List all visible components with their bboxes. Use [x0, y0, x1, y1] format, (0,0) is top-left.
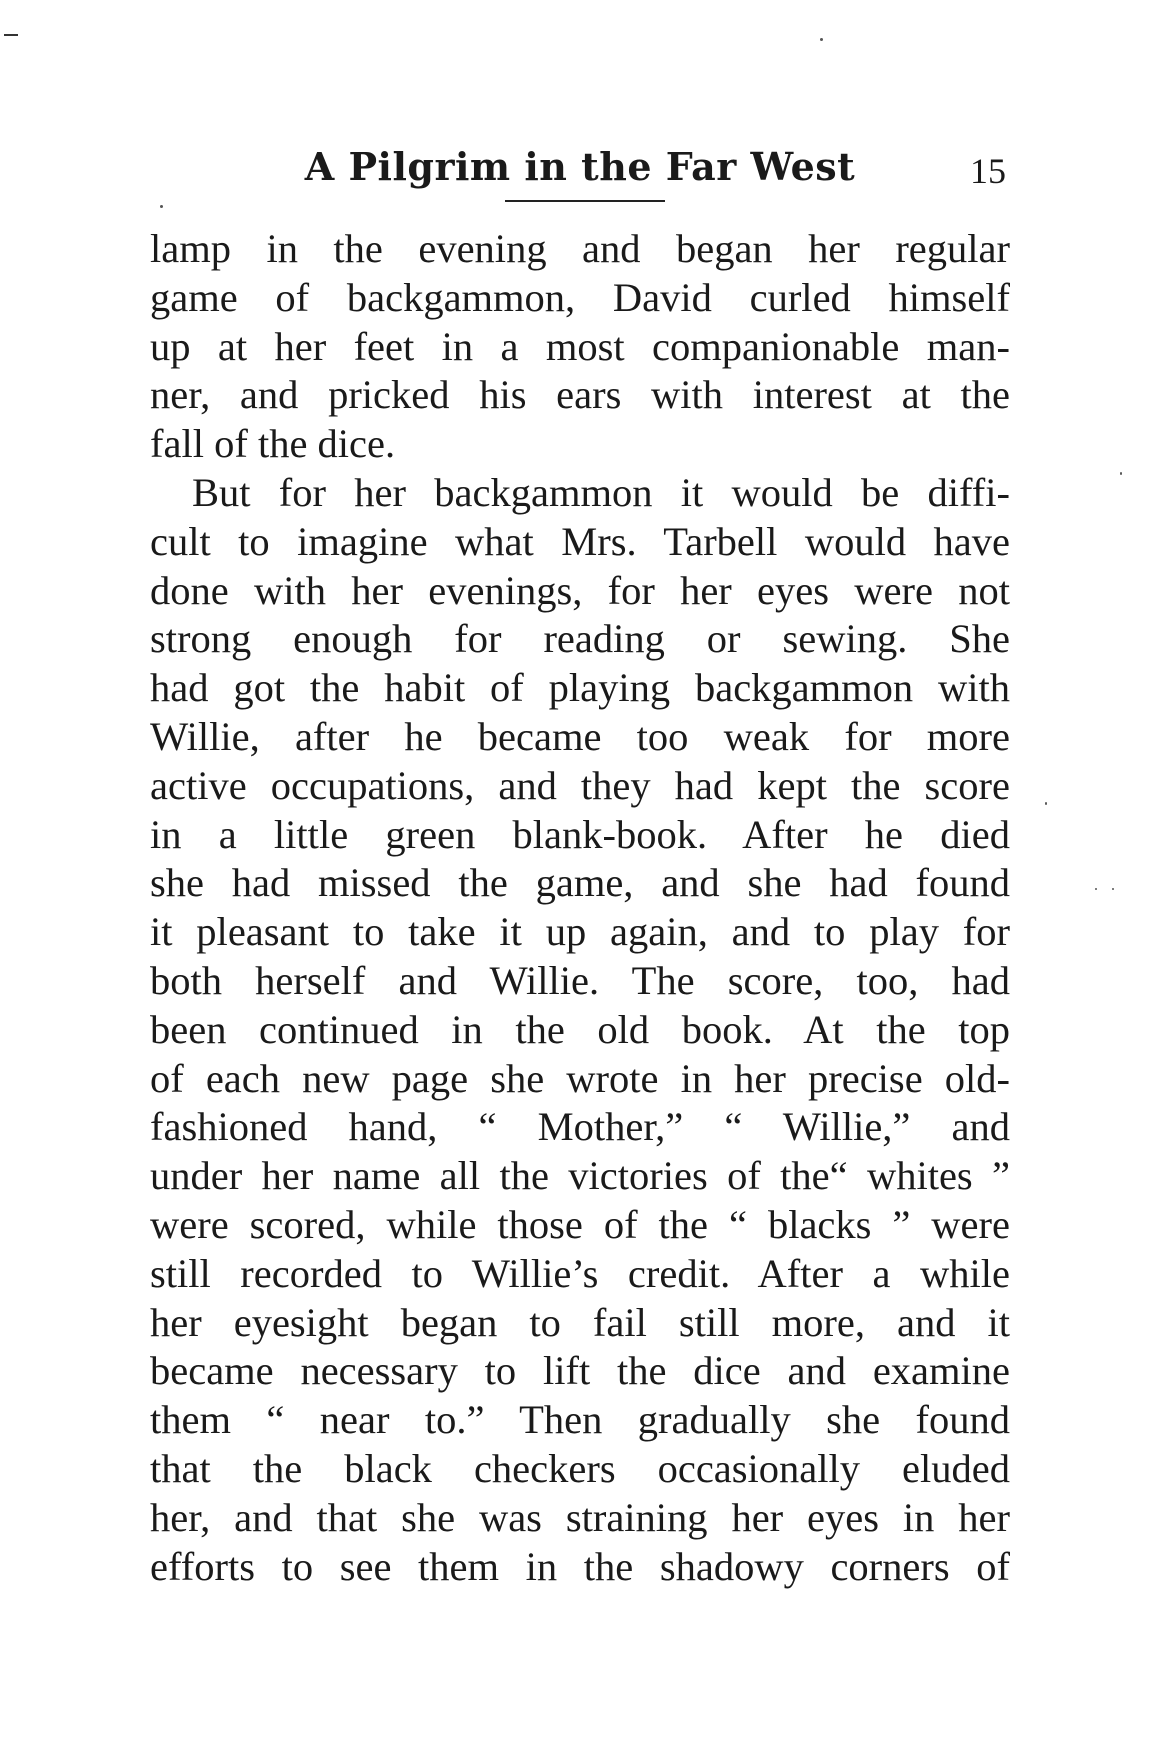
text-line: in a little green blank-book. After he died: [150, 811, 1010, 857]
text-line: had got the habit of playing backgammon with: [150, 665, 1010, 711]
page-header: [150, 142, 1010, 202]
text-line: that the black checkers occasionally eluded: [150, 1445, 1010, 1491]
text-line: But for her backgammon it would be diffi-: [192, 469, 1010, 515]
paper-speck: [4, 34, 18, 36]
paper-speck: [1045, 802, 1047, 805]
text-line: been continued in the old book. At the top: [150, 1006, 1010, 1052]
text-line: fall of the dice.: [150, 421, 396, 467]
text-line: game of backgammon, David curled himself: [150, 274, 1010, 320]
text-line: her, and that she was straining her eyes in her: [150, 1494, 1010, 1540]
paper-speck: [1095, 888, 1097, 890]
paper-speck: [820, 38, 823, 41]
header-rule: [505, 200, 665, 202]
text-line: she had missed the game, and she had found: [150, 860, 1010, 906]
text-line: cult to imagine what Mrs. Tarbell would have: [150, 518, 1010, 564]
paper-speck: [160, 205, 163, 208]
text-line: active occupations, and they had kept the score: [150, 762, 1010, 808]
body-text: [150, 225, 1010, 1591]
text-line: her eyesight began to fail still more, and it: [150, 1299, 1010, 1345]
page-number: 15: [970, 151, 1006, 191]
text-line: them “ near to.” Then gradually she found: [150, 1397, 1010, 1443]
text-line: lamp in the evening and began her regular: [150, 226, 1010, 271]
text-line: Willie, after he became too weak for more: [150, 713, 1010, 759]
text-line: efforts to see them in the shadowy corners of: [150, 1543, 1010, 1589]
text-line: up at her feet in a most companionable man-: [150, 323, 1010, 369]
text-line: under her name all the victories of the“ whites ”: [150, 1153, 1010, 1199]
text-line: done with her evenings, for her eyes were not: [150, 567, 1010, 613]
text-line: fashioned hand, “ Mother,” “ Willie,” and: [150, 1104, 1010, 1150]
text-line: ner, and pricked his ears with interest at the: [150, 372, 1010, 418]
paper-speck: [1112, 888, 1114, 890]
text-line: still recorded to Willie’s credit. After a while: [150, 1250, 1010, 1296]
paper-speck: [1120, 472, 1122, 475]
text-line: it pleasant to take it up again, and to play for: [150, 909, 1010, 955]
text-line: both herself and Willie. The score, too, had: [150, 957, 1010, 1003]
running-title: A Pilgrim in the Far West: [304, 144, 856, 189]
text-line: of each new page she wrote in her precise old-: [150, 1055, 1010, 1101]
text-line: strong enough for reading or sewing. She: [150, 616, 1010, 662]
text-line: were scored, while those of the “ blacks ” were: [150, 1201, 1010, 1247]
text-line: became necessary to lift the dice and examine: [150, 1348, 1010, 1394]
